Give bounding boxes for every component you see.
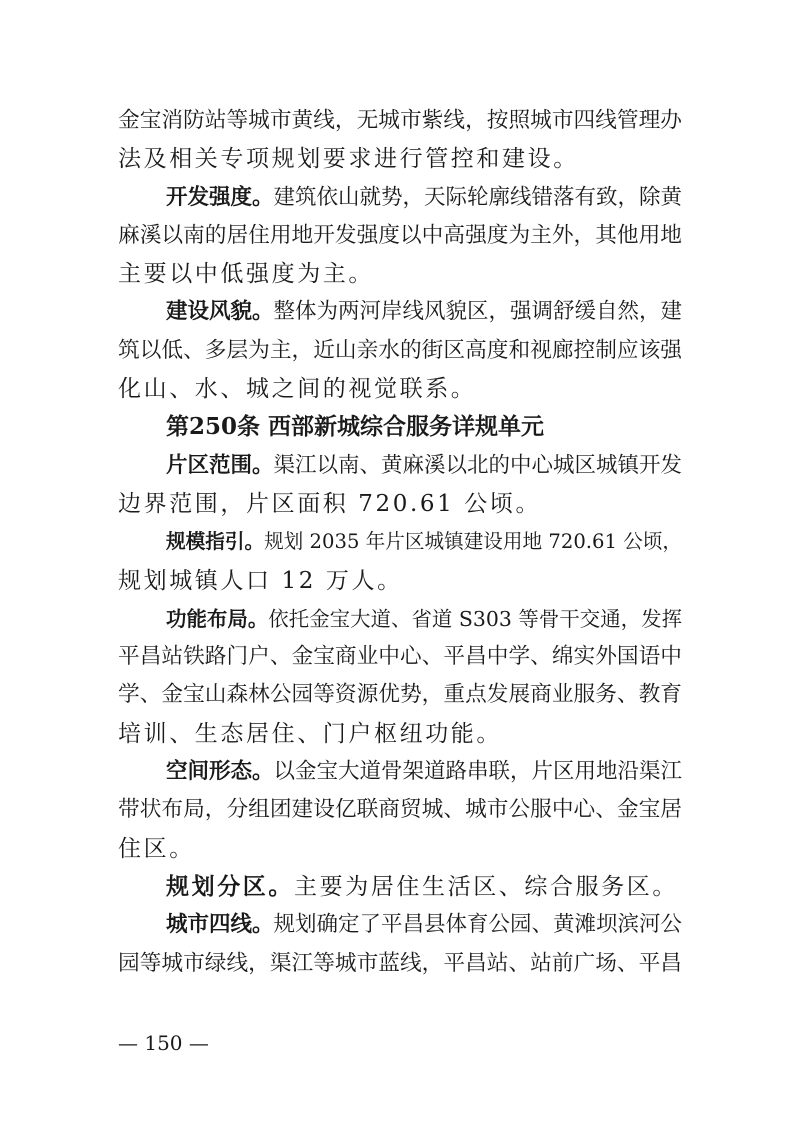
paragraph-line bbox=[118, 217, 682, 255]
paragraph-line bbox=[118, 332, 682, 370]
page-number: — 150 — bbox=[118, 1031, 209, 1055]
line-text: 带状布局，分组团建设亿联商贸城、城市公服中心、金宝居 bbox=[118, 797, 682, 823]
line-text: 筑以低、多层为主，近山亲水的街区高度和视廊控制应该强 bbox=[118, 337, 682, 363]
paragraph-line bbox=[118, 179, 682, 217]
line-text: 整体为两河岸线风貌区，强调舒缓自然，建 bbox=[273, 299, 683, 325]
paragraph-line bbox=[118, 600, 682, 638]
paragraph-line bbox=[118, 102, 682, 140]
paragraph-line bbox=[118, 676, 682, 714]
paragraph-lead: 建设风貌。 bbox=[166, 299, 274, 325]
line-text: 渠江以南、黄麻溪以北的中心城区城镇开发 bbox=[273, 452, 683, 478]
line-text: 化山、水、城之间的视觉联系。 bbox=[118, 376, 477, 403]
line-text: 麻溪以南的居住用地开发强度以中高强度为主外，其他用地 bbox=[118, 222, 682, 248]
paragraph-lead: 规划分区。 bbox=[166, 872, 294, 900]
paragraph-lead: 规模指引。 bbox=[166, 530, 265, 554]
line-text: 主要为居住生活区、综合服务区。 bbox=[294, 873, 678, 900]
paragraph-line bbox=[118, 830, 682, 868]
line-text: 住区。 bbox=[118, 835, 195, 862]
line-text: 以金宝大道骨架道路串联，片区用地沿渠江 bbox=[273, 759, 683, 785]
paragraph-line bbox=[118, 140, 682, 178]
line-text: 规划确定了平昌县体育公园、黄滩坝滨河公 bbox=[273, 912, 683, 938]
line-text: 培训、生态居住、门户枢纽功能。 bbox=[118, 720, 502, 747]
paragraph-line bbox=[118, 523, 682, 561]
paragraph-lead: 片区范围。 bbox=[166, 452, 274, 478]
line-text: 规划 2035 年片区城镇建设用地 720.61 公顷， bbox=[264, 530, 683, 554]
paragraph-line bbox=[118, 370, 682, 408]
paragraph-line bbox=[118, 753, 682, 791]
paragraph-line bbox=[118, 791, 682, 829]
paragraph-line bbox=[118, 638, 682, 676]
line-text: 园等城市绿线，渠江等城市蓝线，平昌站、站前广场、平昌 bbox=[118, 950, 682, 976]
paragraph-lead: 空间形态。 bbox=[166, 759, 274, 785]
paragraph-line bbox=[118, 868, 682, 906]
paragraph-line bbox=[118, 562, 682, 600]
paragraph-lead: 城市四线。 bbox=[166, 912, 274, 938]
paragraph-lead: 功能布局。 bbox=[166, 606, 269, 631]
paragraph-line bbox=[118, 293, 682, 331]
line-text: 法及相关专项规划要求进行管控和建设。 bbox=[118, 146, 579, 173]
section-heading: 第250条 西部新城综合服务详规单元 bbox=[166, 413, 545, 441]
paragraph-line bbox=[118, 945, 682, 983]
line-text: 平昌站铁路门户、金宝商业中心、平昌中学、绵实外国语中 bbox=[118, 644, 682, 670]
paragraph-lead: 开发强度。 bbox=[166, 184, 274, 210]
line-text: 边界范围，片区面积 720.61 公顷。 bbox=[118, 490, 542, 517]
line-text: 金宝消防站等城市黄线，无城市紫线，按照城市四线管理办 bbox=[118, 108, 682, 133]
paragraph-line bbox=[118, 447, 682, 485]
line-text: 依托金宝大道、省道 S303 等骨干交通，发挥 bbox=[268, 606, 683, 631]
paragraph-line bbox=[118, 255, 682, 293]
paragraph-line bbox=[118, 906, 682, 944]
paragraph-line bbox=[118, 715, 682, 753]
line-text: 学、金宝山森林公园等资源优势，重点发展商业服务、教育 bbox=[118, 682, 682, 708]
line-text: 建筑依山就势，天际轮廓线错落有致，除黄 bbox=[273, 184, 683, 210]
line-text: 主要以中低强度为主。 bbox=[118, 261, 374, 288]
line-text: 规划城镇人口 12 万人。 bbox=[118, 567, 403, 594]
paragraph-line bbox=[118, 485, 682, 523]
document-body bbox=[118, 102, 682, 983]
